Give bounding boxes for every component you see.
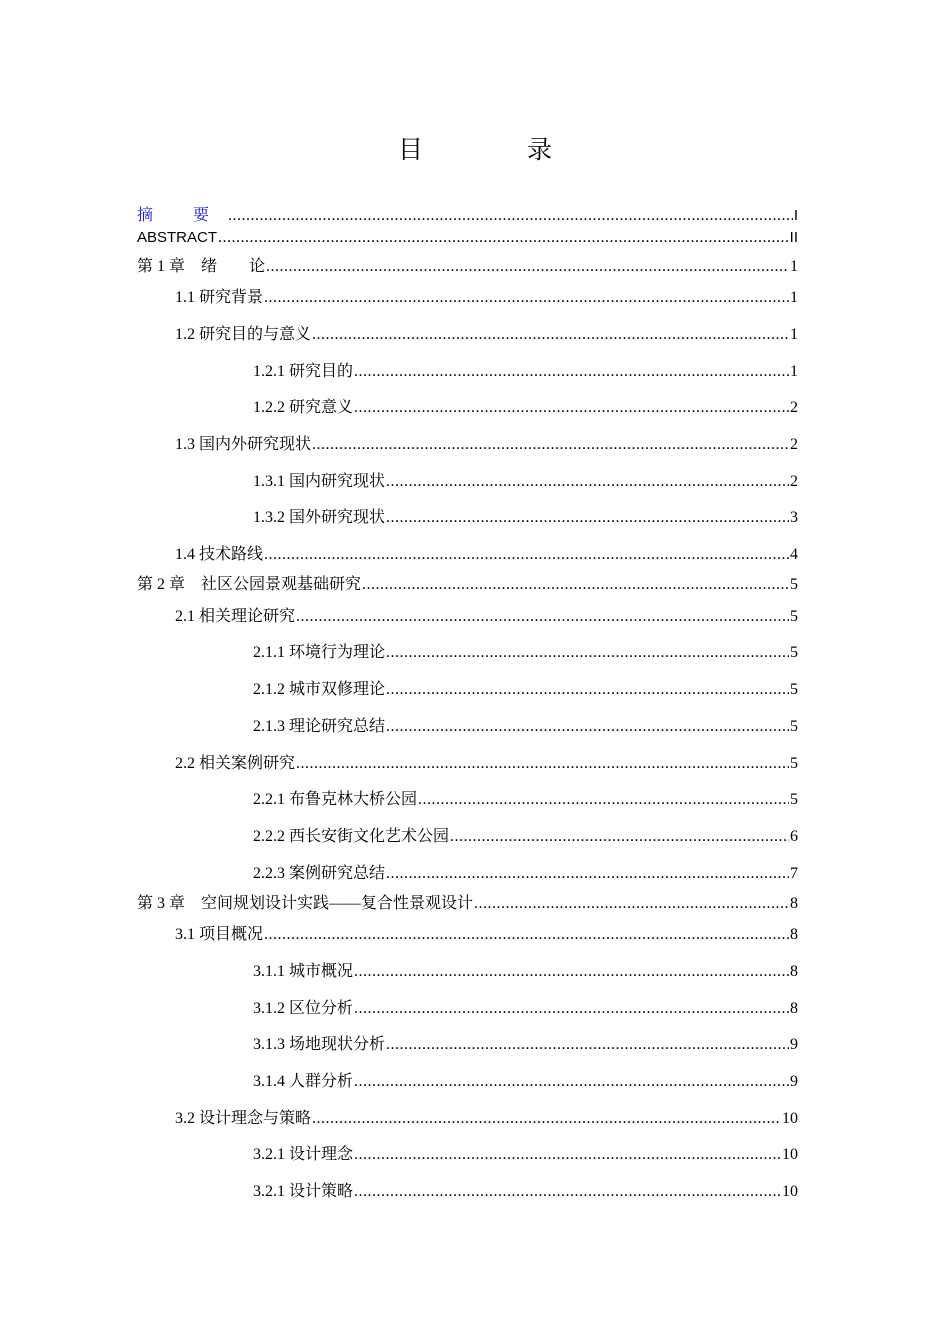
toc-leader — [296, 608, 789, 626]
toc-page: 1 — [790, 289, 798, 306]
toc-page: 2 — [790, 436, 798, 453]
toc-label: 3.1.1 城市概况 — [253, 963, 354, 980]
toc-leader — [386, 1036, 789, 1054]
toc-page: 5 — [790, 608, 798, 625]
toc-entry-abstract-en[interactable] — [137, 229, 798, 247]
toc-entry-chapter-1[interactable] — [137, 253, 798, 276]
toc-leader — [354, 1146, 781, 1164]
toc-page: 5 — [790, 791, 798, 808]
toc-entry-2-2-2[interactable] — [253, 823, 798, 846]
toc-label: 3.2.1 设计理念 — [253, 1146, 354, 1163]
toc-page: 10 — [782, 1146, 798, 1163]
toc-label: 2.1 相关理论研究 — [175, 608, 296, 625]
toc-label: 1.2 研究目的与意义 — [175, 326, 312, 343]
toc-page: 8 — [790, 1000, 798, 1017]
toc-entry-1-1[interactable] — [175, 284, 798, 307]
toc-page: 4 — [790, 546, 798, 563]
toc-page: 2 — [790, 473, 798, 490]
toc-entry-3-2-1[interactable] — [253, 1141, 798, 1164]
toc-label: 3.1.3 场地现状分析 — [253, 1036, 386, 1053]
toc-page: 6 — [790, 828, 798, 845]
toc-page: 9 — [790, 1036, 798, 1053]
toc-label: 第 3 章 空间规划设计实践——复合性景观设计 — [137, 895, 474, 912]
toc-leader — [354, 363, 789, 381]
toc-leader — [354, 963, 789, 981]
toc-label: 摘 要 — [137, 207, 228, 224]
toc-entry-2-1-3[interactable] — [253, 713, 798, 736]
toc-label: 1.4 技术路线 — [175, 546, 264, 563]
toc-leader — [386, 644, 789, 662]
toc-leader — [296, 755, 789, 773]
toc-page: 5 — [790, 755, 798, 772]
toc-leader — [386, 509, 789, 527]
toc-label: 2.1.3 理论研究总结 — [253, 718, 386, 735]
toc-leader — [354, 1073, 789, 1091]
toc-label: 1.3.1 国内研究现状 — [253, 473, 386, 490]
toc-leader — [312, 436, 789, 454]
toc-leader — [450, 828, 789, 846]
toc-leader — [354, 399, 789, 417]
toc-page: 10 — [782, 1183, 798, 1200]
toc-page: I — [793, 207, 798, 224]
toc-label: 1.2.1 研究目的 — [253, 363, 354, 380]
toc-page: 1 — [790, 258, 798, 275]
toc-entry-2-1[interactable] — [175, 603, 798, 626]
toc-leader — [312, 326, 789, 344]
toc-entry-1-4[interactable] — [175, 541, 798, 564]
toc-entry-3-2[interactable] — [175, 1105, 798, 1128]
toc-page: 8 — [790, 895, 798, 912]
toc-entry-3-1-1[interactable] — [253, 958, 798, 981]
toc-leader — [264, 926, 789, 944]
toc-label: 2.2.2 西长安街文化艺术公园 — [253, 828, 450, 845]
toc-label: 2.2.3 案例研究总结 — [253, 865, 386, 882]
toc-entry-3-1[interactable] — [175, 921, 798, 944]
toc-label: 2.1.1 环境行为理论 — [253, 644, 386, 661]
toc-entry-2-1-1[interactable] — [253, 639, 798, 662]
toc-leader — [362, 576, 789, 594]
toc-page: 9 — [790, 1073, 798, 1090]
toc-leader — [474, 895, 789, 913]
toc-label: 3.2 设计理念与策略 — [175, 1110, 312, 1127]
toc-leader — [354, 1183, 781, 1201]
toc-label: 3.2.1 设计策略 — [253, 1183, 354, 1200]
toc-page: II — [789, 229, 798, 246]
toc-label: 1.1 研究背景 — [175, 289, 264, 306]
toc-page: 1 — [790, 363, 798, 380]
toc-leader — [418, 791, 789, 809]
toc-label: 1.2.2 研究意义 — [253, 399, 354, 416]
toc-page: 5 — [790, 681, 798, 698]
toc-entry-3-1-4[interactable] — [253, 1068, 798, 1091]
toc-leader — [386, 865, 789, 883]
toc-leader — [386, 473, 789, 491]
toc-label: 1.3.2 国外研究现状 — [253, 509, 386, 526]
toc-entry-2-2-3[interactable] — [253, 860, 798, 883]
toc-page: 10 — [782, 1110, 798, 1127]
toc-entry-1-3[interactable] — [175, 431, 798, 454]
toc-page: 5 — [790, 718, 798, 735]
toc-page: 3 — [790, 509, 798, 526]
toc-entry-1-2-2[interactable] — [253, 394, 798, 417]
toc-entry-2-1-2[interactable] — [253, 676, 798, 699]
toc-leader — [218, 229, 789, 247]
page-title: 目 录 — [398, 135, 600, 164]
toc-entry-1-2-1[interactable] — [253, 358, 798, 381]
toc-entry-2-2[interactable] — [175, 750, 798, 773]
toc-label: 2.1.2 城市双修理论 — [253, 681, 386, 698]
toc-label: 3.1.4 人群分析 — [253, 1073, 354, 1090]
toc-leader — [386, 718, 789, 736]
toc-leader — [264, 546, 789, 564]
toc-label: 1.3 国内外研究现状 — [175, 436, 312, 453]
toc-entry-1-2[interactable] — [175, 321, 798, 344]
toc-entry-chapter-3[interactable] — [137, 890, 798, 913]
toc-entry-3-1-2[interactable] — [253, 995, 798, 1018]
toc-leader — [354, 1000, 789, 1018]
toc-entry-3-1-3[interactable] — [253, 1031, 798, 1054]
toc-label: 3.1 项目概况 — [175, 926, 264, 943]
toc-page: 7 — [790, 865, 798, 882]
toc-label: 2.2.1 布鲁克林大桥公园 — [253, 791, 418, 808]
toc-leader — [228, 207, 793, 225]
toc-page: 5 — [790, 576, 798, 593]
toc-leader — [266, 258, 789, 276]
toc-entry-1-3-2[interactable] — [253, 504, 798, 527]
toc-entry-2-2-1[interactable] — [253, 786, 798, 809]
toc-entry-1-3-1[interactable] — [253, 468, 798, 491]
toc-entry-chapter-2[interactable] — [137, 571, 798, 594]
toc-label: 3.1.2 区位分析 — [253, 1000, 354, 1017]
toc-page: 1 — [790, 326, 798, 343]
toc-page: 2 — [790, 399, 798, 416]
toc-leader — [312, 1110, 781, 1128]
toc-label: 2.2 相关案例研究 — [175, 755, 296, 772]
toc-label: ABSTRACT — [137, 229, 218, 246]
toc-page: 8 — [790, 963, 798, 980]
toc-leader — [264, 289, 789, 307]
toc-page: 5 — [790, 644, 798, 661]
toc-page: 8 — [790, 926, 798, 943]
toc-label: 第 2 章 社区公园景观基础研究 — [137, 576, 362, 593]
toc-entry-abstract-cn[interactable] — [137, 202, 798, 225]
toc-entry-3-2-2[interactable] — [253, 1178, 798, 1201]
toc-label: 第 1 章 绪 论 — [137, 258, 266, 275]
toc-leader — [386, 681, 789, 699]
